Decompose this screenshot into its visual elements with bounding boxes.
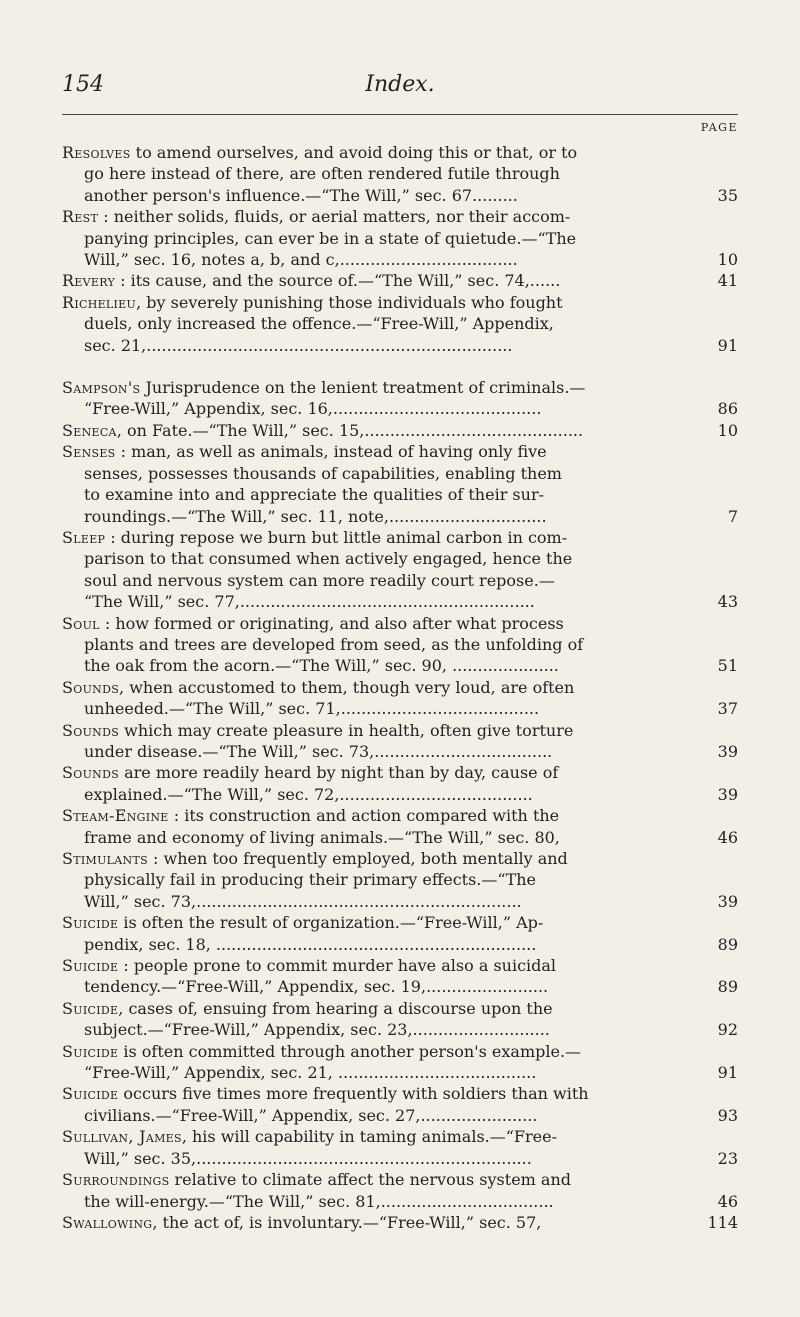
entry-first-line xyxy=(62,762,690,783)
entry-text: : neither solids, fluids, or aerial matters, nor their accom- xyxy=(98,207,571,227)
entry-continuation-line: duels, only increased the offence.—“Free-Will,” Appendix, xyxy=(84,314,554,334)
entry-continuation-line: Will,” sec. 73,................................................................ xyxy=(84,891,522,911)
entry-text: : how formed or originating, and also after what process xyxy=(99,613,564,633)
entry-page-number: 114 xyxy=(707,1212,738,1232)
entry-text: relative to climate affect the nervous system and xyxy=(169,1170,571,1190)
entry-page-number: 23 xyxy=(717,1148,738,1168)
index-entry xyxy=(62,1212,738,1233)
entry-continuation-line: Will,” sec. 16, notes a, b, and c,................................... xyxy=(84,250,518,270)
entry-first-line xyxy=(62,270,690,291)
entry-text: which may create pleasure in health, often give torture xyxy=(119,720,574,740)
index-entry xyxy=(62,848,738,912)
entry-first-line xyxy=(62,1126,690,1147)
index-entry xyxy=(62,720,738,763)
index-entry xyxy=(62,955,738,998)
entry-text: , his will capability in taming animals.—“Free- xyxy=(181,1127,558,1147)
entry-text: is often the result of organization.—“Free-Will,” Ap- xyxy=(118,913,544,933)
running-head xyxy=(62,72,738,108)
entry-heading: Sleep xyxy=(62,527,106,547)
entry-text: to amend ourselves, and avoid doing this or that, or to xyxy=(130,143,578,162)
entry-first-line xyxy=(62,998,690,1019)
entry-text: : its cause, and the source of.—“The Will,” sec. 74,...... xyxy=(115,271,561,291)
entry-first-line xyxy=(62,955,690,976)
entry-heading: Swallowing xyxy=(62,1212,153,1232)
index-entry xyxy=(62,420,738,441)
entry-text: , when accustomed to them, though very loud, are often xyxy=(119,677,575,697)
entry-continuation-line: the will-energy.—“The Will,” sec. 81,.................................. xyxy=(84,1191,554,1211)
entry-continuation-line: subject.—“Free-Will,” Appendix, sec. 23,........................... xyxy=(84,1020,550,1040)
entry-heading: Senses xyxy=(62,442,116,462)
entry-heading: Sounds xyxy=(62,763,120,783)
entry-continuation-line: explained.—“The Will,” sec. 72,...................................... xyxy=(84,784,533,804)
entry-first-line xyxy=(62,377,690,398)
entry-continuation-line: pendix, sec. 18, ............................................................... xyxy=(84,934,537,954)
entry-text: : its construction and action compared with the xyxy=(168,806,560,826)
index-entry xyxy=(62,270,738,291)
entry-heading: Richelieu xyxy=(62,292,137,312)
entry-heading: Suicide xyxy=(62,1084,119,1104)
entry-text: is often committed through another person's example.— xyxy=(118,1041,582,1061)
entry-text: : man, as well as animals, instead of having only five xyxy=(115,442,547,462)
entry-first-line xyxy=(62,613,690,634)
entry-first-line xyxy=(62,677,690,698)
running-title: Index. xyxy=(365,72,435,97)
entry-page-number: 10 xyxy=(717,250,738,270)
index-entry xyxy=(62,613,738,677)
entry-page-number: 91 xyxy=(717,1063,738,1083)
entry-heading: Seneca xyxy=(62,420,117,440)
entry-page-number: 10 xyxy=(717,420,738,440)
entry-page-number: 89 xyxy=(717,934,738,954)
index-entry xyxy=(62,292,738,356)
index-entry xyxy=(62,912,738,955)
entry-heading: Suicide xyxy=(62,1041,119,1061)
entry-page-number: 39 xyxy=(717,741,738,761)
entry-continuation-line: frame and economy of living animals.—“The Will,” sec. 80, xyxy=(84,827,560,847)
entry-first-line xyxy=(62,420,690,441)
entry-text: : during repose we burn but little animal carbon in com- xyxy=(105,527,568,547)
index-entry xyxy=(62,805,738,848)
index-entry xyxy=(62,142,738,206)
entry-continuation-line: to examine into and appreciate the qualities of their sur- xyxy=(84,485,544,505)
entry-page-number: 7 xyxy=(727,506,738,526)
entry-heading: Resolves xyxy=(62,143,131,162)
entry-page-number: 86 xyxy=(717,399,738,419)
entry-heading: Sounds xyxy=(62,677,120,697)
entry-continuation-line: “Free-Will,” Appendix, sec. 21, ....................................... xyxy=(84,1063,537,1083)
entry-continuation-line: civilians.—“Free-Will,” Appendix, sec. 27,....................... xyxy=(84,1105,538,1125)
entry-page-number: 51 xyxy=(717,656,738,676)
entry-heading: Surroundings xyxy=(62,1170,170,1190)
entry-text: , the act of, is involuntary.—“Free-Will,” sec. 57, xyxy=(152,1212,542,1232)
entry-page-number: 46 xyxy=(717,827,738,847)
entry-first-line xyxy=(62,1212,690,1233)
index-entry xyxy=(62,998,738,1041)
header-rule xyxy=(62,114,738,115)
index-entry xyxy=(62,206,738,270)
entry-first-line xyxy=(62,441,690,462)
entry-continuation-line: plants and trees are developed from seed, as the unfolding of xyxy=(84,634,584,654)
index-entry xyxy=(62,677,738,720)
entry-text: : people prone to commit murder have also a suicidal xyxy=(118,956,557,976)
entry-heading: Sampson's xyxy=(62,378,141,398)
index-entry xyxy=(62,1041,738,1084)
entry-first-line xyxy=(62,805,690,826)
entry-text: occurs five times more frequently with soldiers than with xyxy=(118,1084,589,1104)
page-column-label: PAGE xyxy=(700,121,738,134)
entry-heading: Steam-Engine xyxy=(62,806,169,826)
entry-heading: Revery xyxy=(62,271,116,291)
entry-first-line xyxy=(62,1041,690,1062)
entry-continuation-line: sec. 21,........................................................................ xyxy=(84,335,513,355)
index-entry xyxy=(62,1126,738,1169)
entry-continuation-line: the oak from the acorn.—“The Will,” sec. 90, ..................... xyxy=(84,656,559,676)
entry-heading: Sounds xyxy=(62,720,120,740)
entry-first-line xyxy=(62,720,690,741)
entry-text: Jurisprudence on the lenient treatment of criminals.— xyxy=(140,378,586,398)
entry-continuation-line: under disease.—“The Will,” sec. 73,................................... xyxy=(84,741,553,761)
entry-page-number: 37 xyxy=(717,699,738,719)
entry-gap xyxy=(62,356,738,377)
entry-page-number: 93 xyxy=(717,1105,738,1125)
entry-continuation-line: “The Will,” sec. 77,.......................................................... xyxy=(84,592,535,612)
entry-heading: Sullivan, James xyxy=(62,1127,182,1147)
entry-first-line xyxy=(62,142,690,163)
entry-page-number: 43 xyxy=(717,592,738,612)
entry-continuation-line: go here instead of there, are often rendered futile through xyxy=(84,164,560,184)
entry-continuation-line: soul and nervous system can more readily court repose.— xyxy=(84,570,555,590)
entry-continuation-line: unheeded.—“The Will,” sec. 71,....................................... xyxy=(84,699,540,719)
entry-first-line xyxy=(62,848,690,869)
index-entry xyxy=(62,377,738,420)
entry-text: , by severely punishing those individuals who fought xyxy=(136,292,563,312)
entry-page-number: 39 xyxy=(717,784,738,804)
entry-text: : when too frequently employed, both mentally and xyxy=(147,849,568,868)
index-entries xyxy=(62,142,738,1233)
entry-text: are more readily heard by night than by day, cause of xyxy=(119,763,559,783)
entry-page-number: 89 xyxy=(717,977,738,997)
entry-heading: Soul xyxy=(62,613,100,633)
entry-first-line xyxy=(62,292,690,313)
entry-continuation-line: senses, possesses thousands of capabilities, enabling them xyxy=(84,463,562,483)
index-entry xyxy=(62,527,738,613)
entry-page-number: 39 xyxy=(717,891,738,911)
entry-text: , on Fate.—“The Will,” sec. 15,........................................... xyxy=(116,420,584,440)
entry-heading: Suicide xyxy=(62,998,119,1018)
entry-first-line xyxy=(62,1083,690,1104)
entry-page-number: 92 xyxy=(717,1020,738,1040)
entry-continuation-line: Will,” sec. 35,.................................................................. xyxy=(84,1148,532,1168)
entry-heading: Rest xyxy=(62,207,99,227)
entry-page-number: 46 xyxy=(717,1191,738,1211)
entry-page-number: 41 xyxy=(717,271,738,291)
index-entry xyxy=(62,441,738,527)
entry-first-line xyxy=(62,1169,690,1190)
entry-continuation-line: parison to that consumed when actively engaged, hence the xyxy=(84,549,573,569)
entry-text: , cases of, ensuing from hearing a discourse upon the xyxy=(118,998,553,1018)
index-entry xyxy=(62,762,738,805)
entry-first-line xyxy=(62,527,690,548)
entry-first-line xyxy=(62,912,690,933)
index-entry xyxy=(62,1083,738,1126)
page-number: 154 xyxy=(62,72,104,97)
entry-continuation-line: physically fail in producing their primary effects.—“The xyxy=(84,870,537,890)
entry-continuation-line: “Free-Will,” Appendix, sec. 16,......................................... xyxy=(84,399,542,419)
entry-continuation-line: another person's influence.—“The Will,” sec. 67......... xyxy=(84,185,518,205)
entry-page-number: 35 xyxy=(717,185,738,205)
entry-continuation-line: tendency.—“Free-Will,” Appendix, sec. 19,........................ xyxy=(84,977,549,997)
index-entry xyxy=(62,1169,738,1212)
entry-heading: Stimulants xyxy=(62,849,148,868)
entry-page-number: 91 xyxy=(717,335,738,355)
entry-heading: Suicide xyxy=(62,913,119,933)
entry-first-line xyxy=(62,206,690,227)
entry-continuation-line: roundings.—“The Will,” sec. 11, note,............................... xyxy=(84,506,547,526)
entry-heading: Suicide xyxy=(62,956,119,976)
entry-continuation-line: panying principles, can ever be in a state of quietude.—“The xyxy=(84,228,577,248)
